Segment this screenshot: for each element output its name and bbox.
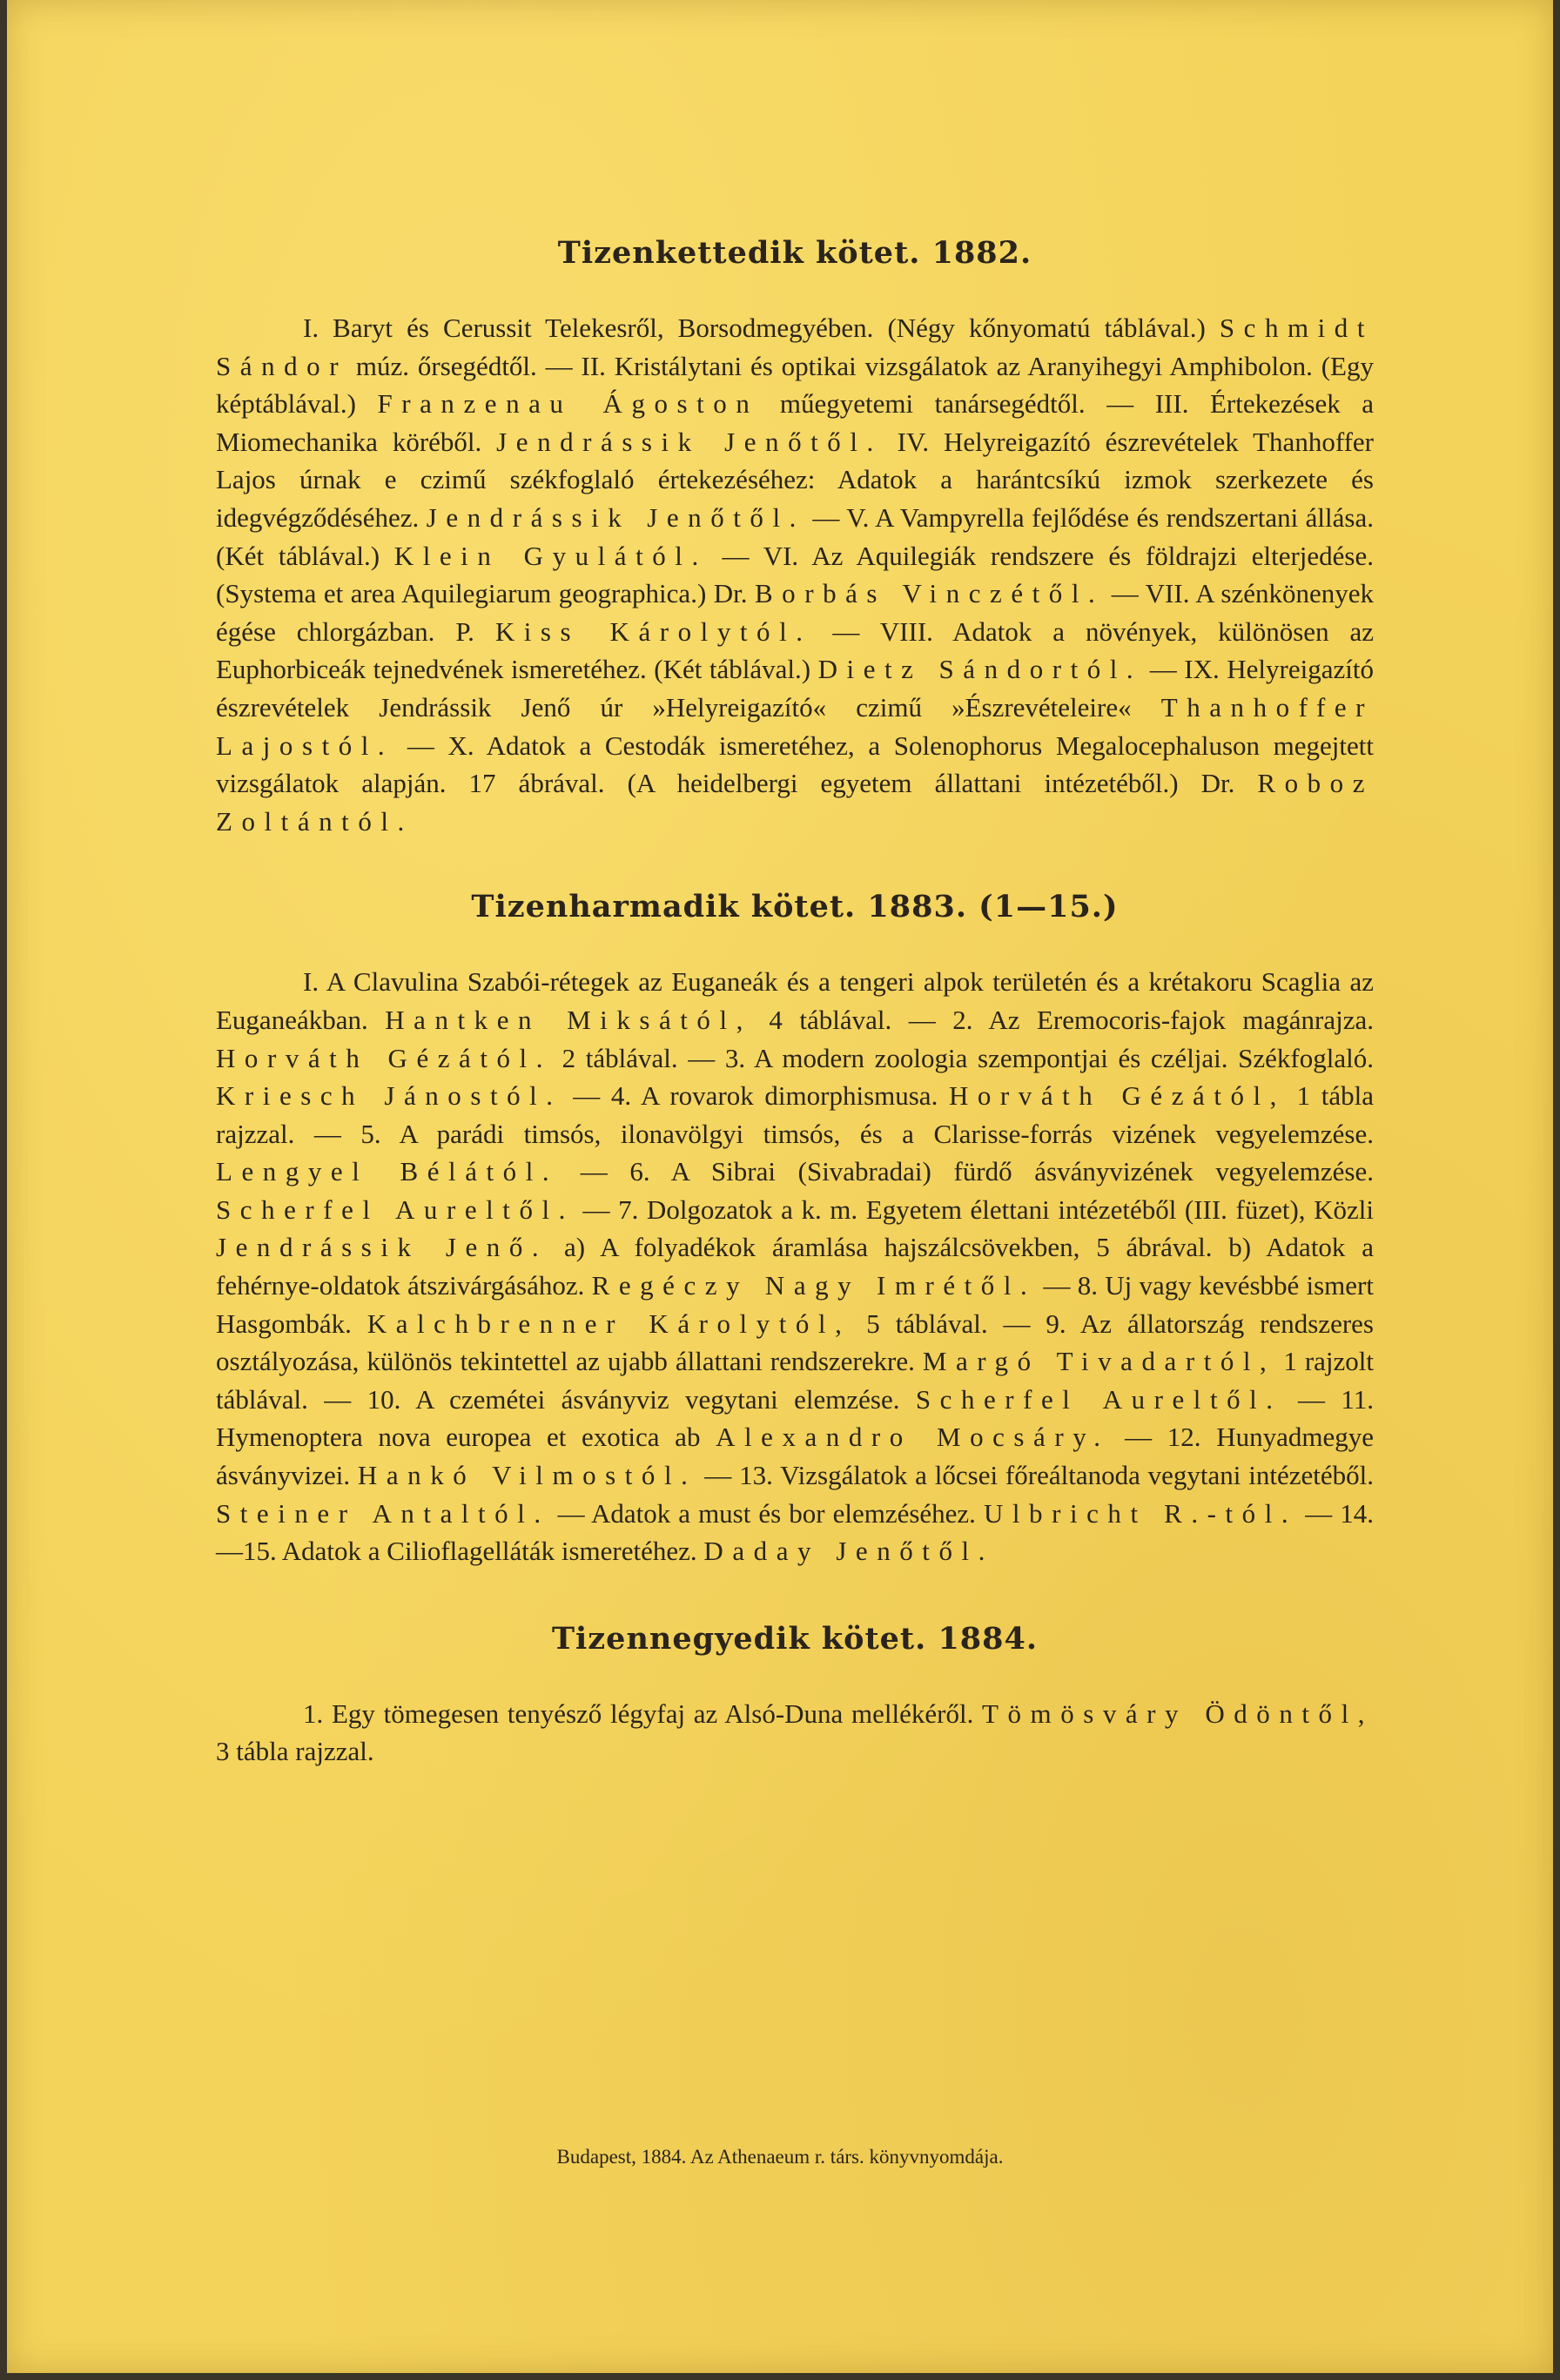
- author-name: Schmidt Sándor: [216, 313, 1374, 381]
- entry-text: 1 tábla rajzzal. — 5. A parádi timsós, ilonavölgyi timsós, és a Clarisse-forrás vizének vegyelemzése.: [216, 1080, 1374, 1149]
- entry-text: 3 tábla rajzzal.: [216, 1736, 374, 1767]
- author-name: Kriesch Jánostól.: [216, 1080, 562, 1112]
- entry-text: — 4. A rovarok dimorphismusa.: [561, 1080, 949, 1112]
- entry-text: 1 rajzolt táblával. — 10. A czemétei ásványviz vegytani elemzése.: [216, 1346, 1375, 1415]
- entry-text: I. Baryt és Cerussit Telekesről, Borsodmegyében. (Négy kőnyomatú táblával.): [303, 313, 1220, 343]
- entry-text: — 6. A Sibrai (Sivabradai) fürdő ásványvizének vegyelemzése.: [558, 1156, 1374, 1187]
- entry-text: a) A folyadékok áramlása hajszálcsövekben, 5 ábrával. b) Adatok a fehérnye-oldatok átszivárgásához.: [216, 1232, 1374, 1301]
- entry-text: 1. Egy tömegesen tenyésző légyfaj az Alsó-Duna mellékéről.: [303, 1698, 983, 1729]
- author-name: Jendrássik Jenőtől.: [426, 501, 805, 533]
- author-name: Klein Gyulától.: [393, 540, 708, 571]
- entry-text: múz. őrsegédtől. — II. Kristálytani és optikai vizsgálatok az Aranyihegyi Amphibolon. (Egy képtáblával.): [216, 350, 1374, 420]
- author-name: Jendrássik Jenőtől.: [496, 426, 883, 457]
- author-name: Daday Jenőtől.: [703, 1536, 994, 1567]
- section-body-3: [216, 1695, 1374, 1771]
- entry-text: 5 táblával. — 9. Az állatország rendszeres osztályozása, különös tekintettel az ujabb állattani rendszerekre.: [216, 1308, 1374, 1377]
- author-name: Alexandro Mocsáry.: [716, 1422, 1110, 1453]
- entry-text: IV. Helyreigazító észrevételek Thanhoffer Lajos úrnak e czimű székfoglaló értekezéséhez: Adatok a harántcsíkú izmok szerkezete és idegvégződéséhez.: [216, 426, 1374, 533]
- entry-text: — IX. Helyreigazító észrevételek Jendrássik Jenő úr »Helyreigazító« czimű »Észrevételeire«: [216, 654, 1374, 723]
- entry-text: — VI. Az Aquilegiák rendszere és földrajzi elterjedése. (Systema et area Aquilegiarum geographica.) Dr.: [216, 540, 1374, 609]
- catalog-content: [216, 235, 1374, 1771]
- entry-text: — Adatok a must és bor elemzéséhez.: [549, 1497, 984, 1529]
- author-name: Thanhoffer Lajostól.: [216, 691, 1374, 761]
- author-name: Regéczy Nagy Imrétől.: [591, 1270, 1037, 1301]
- entry-text: — 11. Hymenoptera nova europea et exotica ab: [216, 1383, 1374, 1453]
- section-body-2: [216, 963, 1374, 1570]
- section-heading-3: Tizennegyedik kötet. 1884.: [551, 1620, 1039, 1657]
- entry-text: 4 táblával. — 2. Az Eremocoris-fajok magánrajza.: [751, 1004, 1374, 1035]
- entry-text: — VIII. Adatok a növények, különösen az Euphorbiceák tejnedvének ismeretéhez. (Két táblával.): [216, 615, 1374, 685]
- entry-text: — 13. Vizsgálatok a lőcsei főreáltanoda vegytani intézetéből.: [696, 1460, 1374, 1491]
- author-name: Borbás Vinczétől.: [754, 578, 1105, 609]
- entry-text: műegyetemi tanársegédtől. — III. Értekezések a Miomechanika köréből.: [216, 388, 1374, 457]
- author-name: Jendrássik Jenő.: [216, 1232, 548, 1263]
- author-name: Kiss Károlytól.: [494, 615, 812, 647]
- author-name: Franzenau Ágoston: [377, 388, 759, 420]
- entry-text: — VII. A szénkönenyek égése chlorgázban. P.: [216, 578, 1374, 647]
- author-name: Scherfel Aureltől.: [216, 1193, 575, 1225]
- author-name: Tömösváry Ödöntől,: [982, 1698, 1375, 1729]
- author-name: Lengyel Bélától.: [216, 1156, 559, 1187]
- document-page: [7, 0, 1553, 2373]
- entry-text: — 12. Hunyadmegye ásványvizei.: [216, 1422, 1374, 1491]
- entry-text: — V. A Vampyrella fejlődése és rendszertani állása. (Két táblával.): [216, 501, 1374, 571]
- author-name: Margó Tivadartól,: [922, 1346, 1276, 1377]
- section-heading-2: Tizenharmadik kötet. 1883. (1—15.): [471, 889, 1119, 925]
- author-name: Hantken Miksától,: [385, 1004, 752, 1035]
- section-heading-1: Tizenkettedik kötet. 1882.: [557, 235, 1032, 271]
- printer-imprint: Budapest, 1884. Az Athenaeum r. társ. könyvnyomdája.: [556, 2146, 1004, 2168]
- author-name: Scherfel Aureltől.: [915, 1383, 1282, 1415]
- section-body-1: [216, 309, 1374, 840]
- entry-text: — 14.—15. Adatok a Cilioflagelláták ismeretéhez.: [216, 1497, 1374, 1567]
- author-name: Hankó Vilmostól.: [357, 1460, 697, 1491]
- author-name: Dietz Sándortól.: [817, 654, 1143, 685]
- entry-text: 2 táblával. — 3. A modern zoologia szempontjai és czéljai. Székfoglaló.: [552, 1042, 1374, 1073]
- author-name: Roboz Zoltántól.: [216, 768, 1374, 837]
- author-name: Horváth Gézától.: [216, 1042, 552, 1073]
- entry-text: — 8. Uj vagy kevésbbé ismert Hasgombák.: [216, 1270, 1374, 1339]
- entry-text: I. A Clavulina Szabói-rétegek az Euganeák és a tengeri alpok területén és a krétakoru Scaglia az Euganeákban.: [216, 966, 1374, 1035]
- author-name: Ulbricht R.-tól.: [983, 1497, 1298, 1529]
- entry-text: — X. Adatok a Cestodák ismeretéhez, a Solenophorus Megalocephaluson megejtett vizsgálatok alapján. 17 ábrával. (A heidelbergi egyetem állattani intézetéből.) Dr.: [216, 729, 1374, 799]
- author-name: Horváth Gézától,: [948, 1080, 1286, 1112]
- author-name: Steiner Antaltól.: [216, 1497, 550, 1529]
- entry-text: — 7. Dolgozatok a k. m. Egyetem élettani intézetéből (III. füzet), Közli: [574, 1193, 1374, 1225]
- author-name: Kalchbrenner Károlytól,: [366, 1308, 851, 1339]
